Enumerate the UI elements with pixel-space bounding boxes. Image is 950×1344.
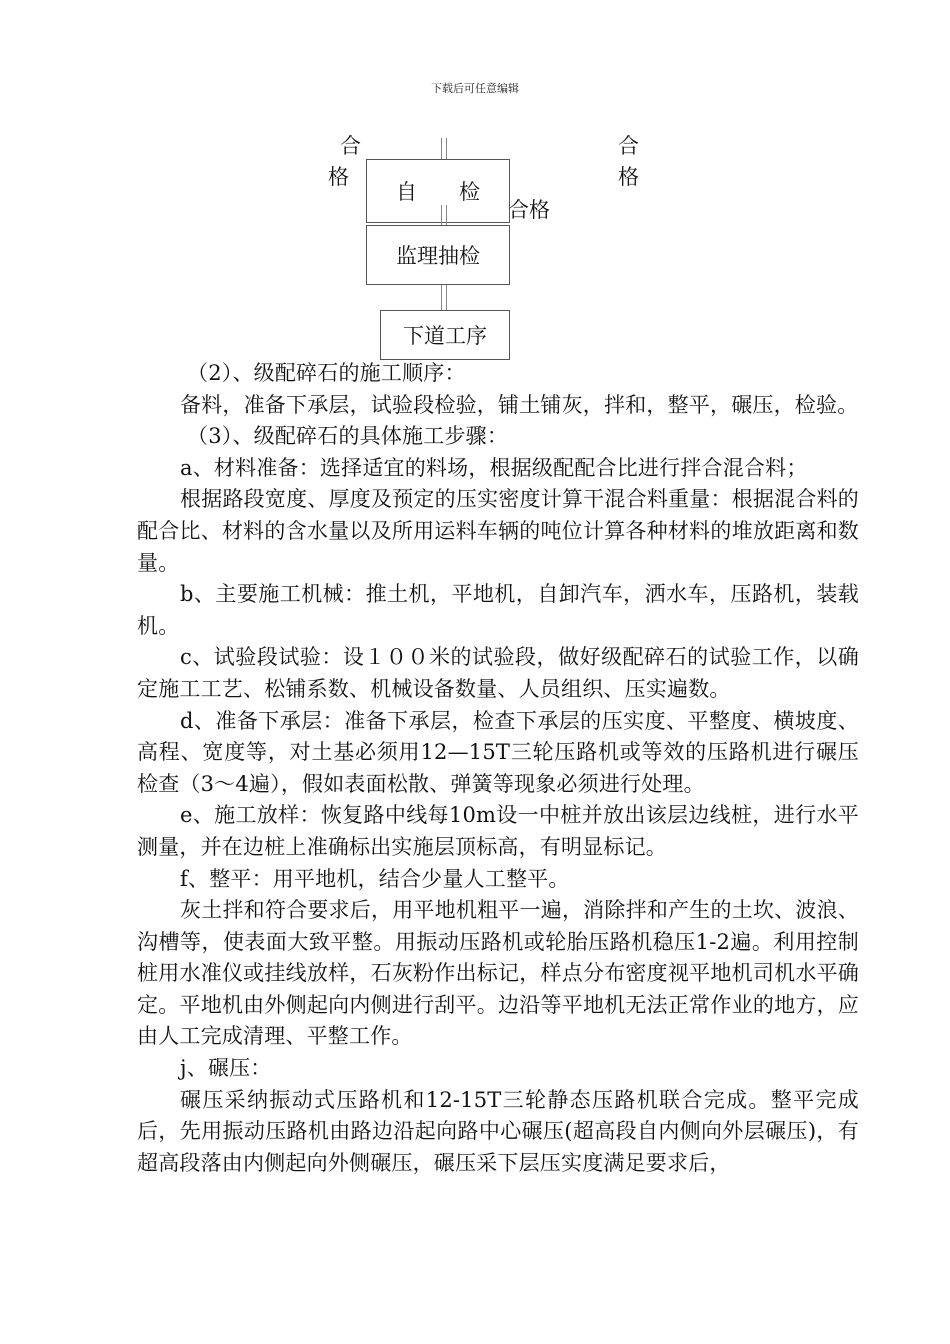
paragraph: 备料，准备下承层，试验段检验，铺土铺灰，拌和，整平，碾压，检验。	[180, 392, 859, 417]
paragraph: （2）、级配碎石的施工顺序：	[187, 361, 466, 385]
paragraph: b、主要施工机械：推土机，平地机，自卸汽车，洒水车，压路机，装载机。	[137, 582, 859, 638]
paragraph: j、碾压：	[180, 1056, 272, 1081]
paragraph: 碾压采纳振动式压路机和12-15T三轮静态压路机联合完成。整平完成后，先用振动压路机由路边沿起向路中心碾压(超高段自内侧向外层碾压)，有超高段落由内侧起向外侧碾压，碾压采下层压实度满足要求后，	[137, 1087, 859, 1175]
body-text	[137, 358, 859, 1179]
box-supervision-label: 监理抽检	[396, 244, 480, 268]
box-self-check	[366, 159, 510, 223]
paragraph: 灰土拌和符合要求后，用平地机粗平一遍，消除拌和产生的土坎、波浪、沟槽等，使表面大致平整。用振动压路机或轮胎压路机稳压1-2遍。利用控制桩用水准仪或挂线放样，石灰粉作出标记，样点分布密度视平地机司机水平确定。平地机由外侧起向内侧进行刮平。边沿等平地机无法正常作业的地方，应由人工完成清理、平整工作。	[137, 898, 859, 1049]
label-left-pass-1: 合	[340, 134, 361, 158]
page-header: 下载后可任意编辑	[431, 82, 519, 95]
box-next-process	[380, 310, 510, 360]
label-right-pass-2: 格	[618, 165, 639, 189]
box-next-process-label: 下道工序	[403, 324, 487, 348]
connector-supervision-to-next	[441, 285, 447, 311]
label-left-pass-2: 格	[328, 165, 349, 189]
paragraph: （3）、级配碎石的具体施工步骤：	[187, 424, 509, 449]
box-supervision	[366, 225, 510, 285]
paragraph: a、材料准备：选择适宜的料场，根据级配配合比进行拌合混合料；	[180, 455, 808, 480]
paragraph: 根据路段宽度、厚度及预定的压实密度计算干混合料重量：根据混合料的配合比、材料的含水量以及所用运料车辆的吨位计算各种材料的堆放距离和数量。	[137, 487, 859, 575]
connector-top	[441, 138, 447, 160]
label-right-pass-1: 合	[618, 134, 639, 158]
paragraph: f、整平：用平地机，结合少量人工整平。	[180, 866, 570, 891]
paragraph: e、施工放样：恢复路中线每10m设一中桩并放出该层边线桩，进行水平测量，并在边桩上准确标出实施层顶标高，有明显标记。	[137, 803, 859, 859]
connector-self-to-supervision	[441, 205, 447, 227]
paragraph: c、试验段试验：设１００米的试验段，做好级配碎石的试验工作，以确定施工工艺、松铺系数、机械设备数量、人员组织、压实遍数。	[137, 645, 859, 701]
box-self-check-label: 自 检	[396, 180, 480, 204]
paragraph: d、准备下承层：准备下承层，检查下承层的压实度、平整度、横坡度、高程、宽度等，对土基必须用12—15T三轮压路机或等效的压路机进行碾压检查（3～4遍），假如表面松散、弹簧等现象必须进行处理。	[137, 708, 859, 796]
label-middle-pass: 合格	[508, 198, 550, 222]
